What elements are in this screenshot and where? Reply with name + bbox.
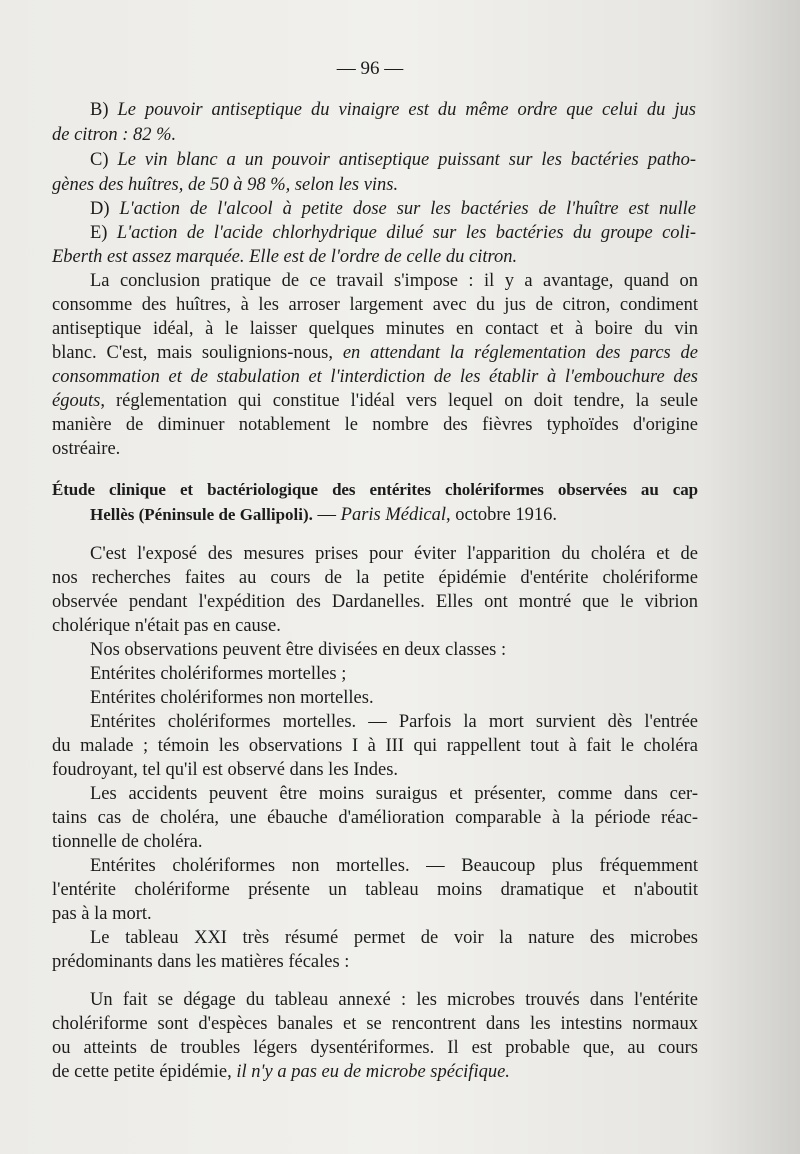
body-c-line-1: Entérites cholériformes mortelles. — Parfois la mort survient dès l'entrée — [90, 712, 698, 732]
body-g-line-2: prédominants dans les matières fécales : — [52, 952, 350, 972]
conclusion-line-2: consomme des huîtres, à les arroser largement avec du jus de citron, condiment — [52, 295, 698, 315]
conclusion-line-4: blanc. C'est, mais soulignions-nous, en attendant la réglementation des parcs de — [52, 343, 699, 363]
body-h-line-1: Un fait se dégage du tableau annexé : les microbes trouvés dans l'entérite — [90, 990, 698, 1010]
paragraph-b-line-2: de citron : 82 %. — [52, 125, 177, 145]
conclusion-line-8: ostréaire. — [52, 439, 121, 459]
body-b-line-1: Nos observations peuvent être divisées en deux classes : — [90, 640, 507, 660]
conclusion-line-7: manière de diminuer notablement le nombre des fièvres typhoïdes d'origine — [52, 415, 698, 435]
body-h-line-4: de cette petite épidémie, il n'y a pas eu de microbe spécifique. — [52, 1062, 510, 1082]
body-a-line-3: observée pendant l'expédition des Dardanelles. Elles ont montré que le vibrion — [52, 592, 698, 612]
body-b-line-3: Entérites cholériformes non mortelles. — [90, 688, 374, 708]
conclusion-line-6: égouts, réglementation qui constitue l'idéal vers lequel on doit tendre, la seule — [52, 391, 698, 411]
paragraph-e-line-2: Eberth est assez marquée. Elle est de l'ordre de celle du citron. — [52, 247, 518, 267]
paragraph-d-line-1: D) L'action de l'alcool à petite dose sur les bactéries de l'huître est nulle — [90, 199, 696, 219]
conclusion-line-1: La conclusion pratique de ce travail s'impose : il y a avantage, quand on — [90, 271, 698, 291]
paragraph-b-line-1: B) Le pouvoir antiseptique du vinaigre est du même ordre que celui du jus — [90, 100, 697, 120]
body-a-line-4: cholérique n'était pas en cause. — [52, 616, 281, 636]
body-c-line-3: foudroyant, tel qu'il est observé dans les Indes. — [52, 760, 399, 780]
paragraph-c-line-2: gènes des huîtres, de 50 à 98 %, selon les vins. — [52, 175, 399, 195]
body-d-line-3: tionnelle de choléra. — [52, 832, 203, 852]
body-e-line-3: pas à la mort. — [52, 904, 152, 924]
paragraph-e-line-1: E) L'action de l'acide chlorhydrique dilué sur les bactéries du groupe coli- — [90, 223, 696, 243]
conclusion-line-3: antiseptique idéal, à le laisser quelques minutes en contact et à boire du vin — [52, 319, 698, 339]
body-e-line-1: Entérites cholériformes non mortelles. — Beaucoup plus fréquemment — [90, 856, 698, 876]
article-title-line-1: Étude clinique et bactériologique des entérites cholériformes observées au cap — [52, 480, 698, 499]
body-d-line-1: Les accidents peuvent être moins suraigus et présenter, comme dans cer- — [90, 784, 698, 804]
article-title-line-2: Hellès (Péninsule de Gallipoli). — Paris Médical, octobre 1916. — [90, 505, 557, 525]
paragraph-c-line-1: C) Le vin blanc a un pouvoir antiseptique puissant sur les bactéries patho- — [90, 150, 696, 170]
conclusion-line-5: consommation et de stabulation et l'interdiction de les établir à l'embouchure des — [52, 367, 698, 387]
body-a-line-2: nos recherches faites au cours de la petite épidémie d'entérite cholériforme — [52, 568, 698, 588]
body-d-line-2: tains cas de choléra, une ébauche d'amélioration comparable à la période réac- — [52, 808, 698, 828]
body-e-line-2: l'entérite cholériforme présente un tableau moins dramatique et n'aboutit — [52, 880, 698, 900]
page-number: — 96 — — [336, 58, 404, 79]
body-b-line-2: Entérites cholériformes mortelles ; — [90, 664, 347, 684]
body-c-line-2: du malade ; témoin les observations I à III qui rappellent tout à fait le choléra — [52, 736, 698, 756]
body-h-line-2: cholériforme sont d'espèces banales et se rencontrent dans les intestins normaux — [52, 1014, 698, 1034]
body-h-line-3: ou atteints de troubles légers dysentériformes. Il est probable que, au cours — [52, 1038, 698, 1058]
body-a-line-1: C'est l'exposé des mesures prises pour éviter l'apparition du choléra et de — [90, 544, 698, 564]
body-g-line-1: Le tableau XXI très résumé permet de voir la nature des microbes — [90, 928, 698, 948]
